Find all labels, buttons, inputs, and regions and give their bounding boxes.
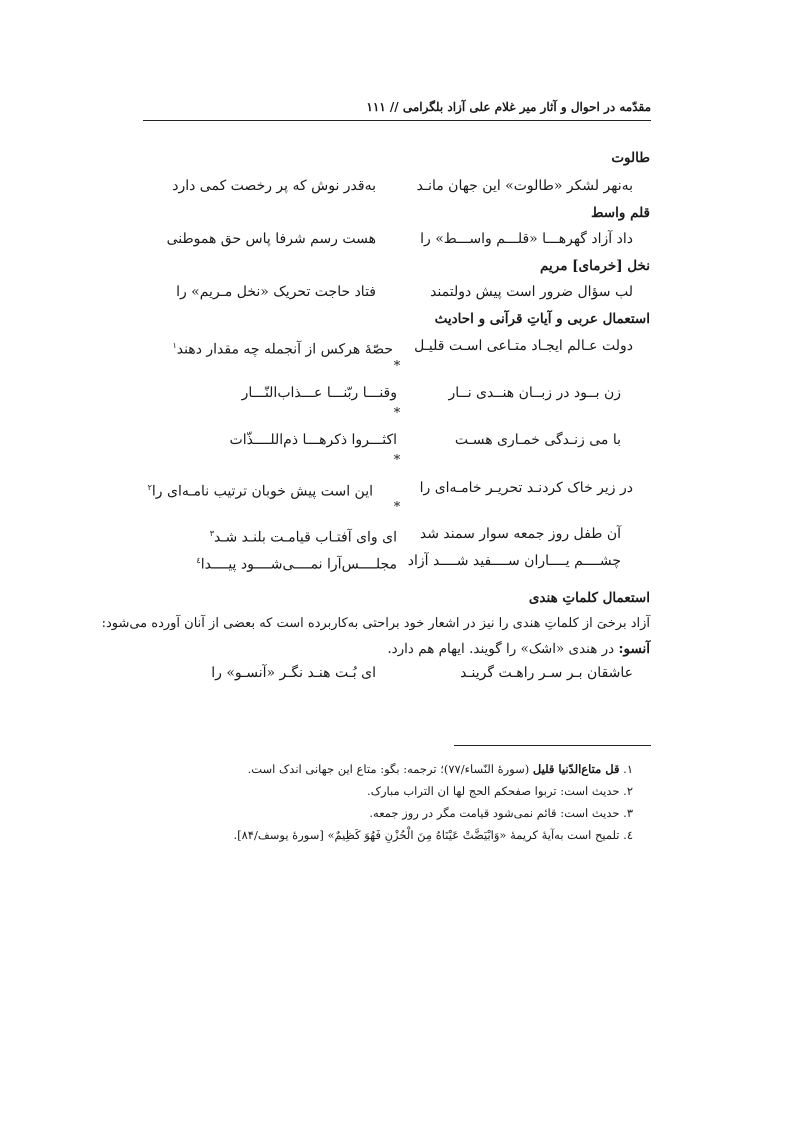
footnote-1-number: ۱. bbox=[623, 762, 633, 776]
hindi-term-definition bbox=[387, 639, 650, 659]
footnote-2-number: ۲. bbox=[623, 784, 633, 798]
verse-arabic5-second-text: ای وای آفتـاب قیامـت بلنـد شـد bbox=[214, 529, 397, 546]
heading-nakhl-maryam: نخل [خرمای] مریم bbox=[540, 258, 650, 274]
footnote-ref-2: ۲ bbox=[147, 483, 152, 492]
verse-arabic4-second-hemistich bbox=[148, 478, 373, 502]
verse-qalam-second-hemistich: هست رسم شرفا پاس حق هموطنی bbox=[166, 231, 376, 247]
footnote-2-text: حدیث است: تربوا صفحکم الحج لها ان التراب مبارک. bbox=[367, 784, 624, 798]
verse-arabic6-first-hemistich: چشــــم یــــاران ســــفید شــــد آزاد bbox=[407, 553, 621, 569]
verse-nakhl-second-hemistich: فتاد حاجت تحریک «نخل مـریم» را bbox=[176, 284, 376, 300]
verse-arabic4-second-text: این است پیش خوبان ترتیب نامـه‌ای را bbox=[151, 483, 373, 500]
verse-arabic4-first-hemistich: در زیر خاک کردنـد تحریـر خامـه‌ای را bbox=[419, 480, 633, 496]
verse-arabic1-first-hemistich: دولت عـالم ایجـاد متـاعی اسـت قلیـل bbox=[414, 338, 633, 354]
footnote-4-number: ٤. bbox=[623, 828, 633, 842]
hindi-term: آنسو: bbox=[618, 641, 650, 657]
footnote-1-text: (سورهٔ النّساء/۷۷)؛ ترجمه: بگو: متاع این جهانی اندک است. bbox=[247, 762, 533, 776]
hindi-intro-paragraph: آزاد برخیَ از کلماتِ هندی را نیز در اشعار خود براحتی به‌کاربرده است که بعضی از آنان آورده می‌شود: bbox=[101, 616, 650, 631]
verse-talut-first-hemistich: به‌نهر لشکر «طالوت» این جهان مانـد bbox=[416, 178, 633, 194]
footnote-4 bbox=[233, 827, 633, 843]
verse-arabic1-second-text: حصّهٔ هرکس از آنجمله چه مقدار دهند bbox=[176, 341, 393, 358]
verse-arabic3-second-hemistich: اکثـــروا ذکرهـــا ذم‌اللــــذّات bbox=[229, 432, 397, 448]
footnote-3 bbox=[369, 805, 633, 821]
heading-talut: طالوت bbox=[611, 150, 650, 166]
verse-arabic1-second-hemistich bbox=[172, 336, 393, 360]
footnote-3-text: حدیث است: قائم نمی‌شود قیامت مگر در روز جمعه. bbox=[369, 806, 624, 820]
heading-hindi-words: استعمال کلماتِ هندی bbox=[528, 590, 650, 606]
verse-arabic6-second-text: مجلــــس‌آرا نمــــی‌شــــود پیــــدا bbox=[200, 556, 397, 573]
verse-nakhl-first-hemistich: لب سؤال ضرور است پیش دولتمند bbox=[430, 284, 633, 300]
footnote-ref-3: ۳ bbox=[209, 529, 215, 538]
verse-arabic2-first-hemistich: زن بــود در زبــان هنــدی نــار bbox=[448, 385, 621, 401]
hindi-term-meaning: در هندی «اشک» را گویند. ایهام هم دارد. bbox=[387, 641, 619, 657]
separator-star-4: * bbox=[393, 500, 401, 515]
verse-hindi-first-hemistich: عاشقان بـر سـر راهـت گرینـد bbox=[460, 665, 633, 681]
footnote-divider bbox=[454, 745, 651, 746]
footnote-4-text: تلمیح است به‌آیهٔ کریمهٔ «وَابْیَضَّتْ عَیْنَاهُ مِنَ الْحُزْنِ فَهُوَ کَظِیمٌ» [سورهٔ یوسف/۸۴]. bbox=[233, 828, 624, 842]
footnote-2 bbox=[367, 783, 633, 799]
verse-arabic5-first-hemistich: آن طفل روز جمعه سوار سمند شد bbox=[419, 526, 621, 542]
heading-qalam-wasit: قلم واسط bbox=[590, 205, 650, 221]
running-header-title: مقدّمه در احوال و آثار میر غلام علی آزاد بلگرامی // ۱۱۱ bbox=[366, 100, 651, 114]
verse-arabic2-second-hemistich: وقنـــا ربّنـــا عـــذاب‌النّـــار bbox=[241, 385, 397, 401]
verse-hindi-second-hemistich: ای بُـت هنـد نگـر «آنسـو» را bbox=[211, 665, 376, 681]
heading-arabic-quranic: استعمال عربی و آیاتِ قرآنی و احادیث bbox=[434, 311, 650, 327]
verse-arabic6-second-hemistich bbox=[196, 551, 397, 575]
footnote-3-number: ۳. bbox=[623, 806, 633, 820]
separator-star-2: * bbox=[393, 406, 401, 421]
footnote-1-quote: قل متاع‌الدّنیا قلیل bbox=[532, 762, 620, 776]
verse-arabic3-first-hemistich: با می زنـدگی خمـاری هسـت bbox=[454, 432, 621, 448]
footnote-ref-1: ۱ bbox=[172, 341, 177, 350]
running-header bbox=[143, 98, 651, 121]
footnote-1 bbox=[248, 761, 633, 777]
separator-star-3: * bbox=[393, 453, 401, 468]
footnote-ref-4: ٤ bbox=[196, 556, 201, 565]
verse-qalam-first-hemistich: داد آزاد گهرهـــا «قلـــم واســـط» را bbox=[420, 231, 633, 247]
separator-star-1: * bbox=[393, 359, 401, 374]
verse-arabic5-second-hemistich bbox=[210, 524, 397, 548]
verse-talut-second-hemistich: به‌قدر نوش که پر رخصت کمی دارد bbox=[172, 178, 376, 194]
